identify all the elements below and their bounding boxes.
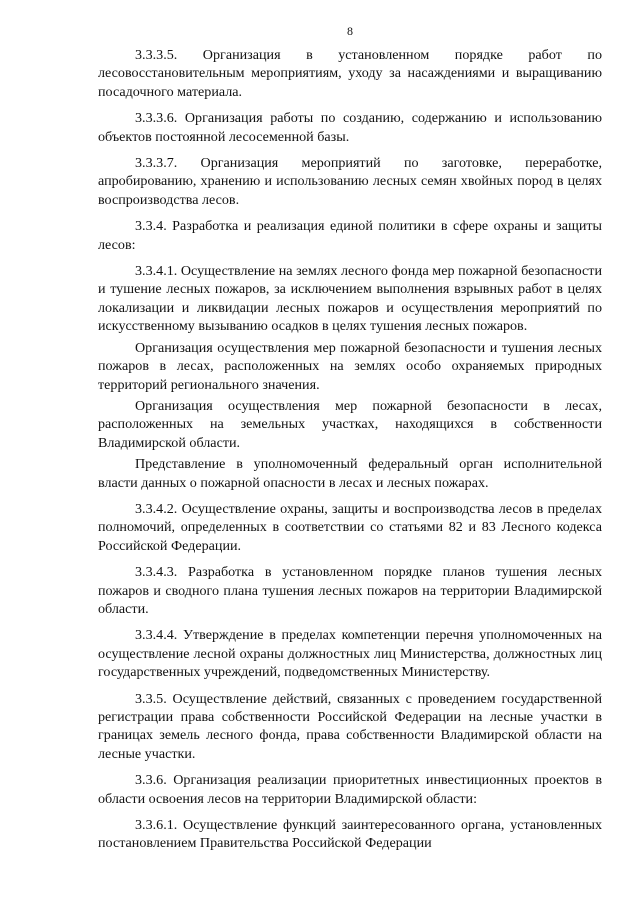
paragraph-3-3-3-6: 3.3.3.6. Организация работы по созданию, содержанию и использованию объектов постоянной лесосеменной базы. (98, 110, 602, 145)
page-number: 8 (347, 24, 353, 38)
paragraph-fire-danger-data: Представление в уполномоченный федеральный орган исполнительной власти данных о пожарной опасности в лесах и лесных пожарах. (98, 456, 602, 491)
paragraph-3-3-3-5: 3.3.3.5. Организация в установленном порядке работ по лесовосстановительным мероприятиям, уходу за насаждениями и выращиванию посадочного материала. (98, 47, 602, 100)
paragraph-fire-safety-protected-areas: Организация осуществления мер пожарной безопасности и тушения лесных пожаров в лесах, расположенных на землях особо охраняемых природных территорий регионального значения. (98, 339, 602, 393)
paragraph-3-3-4-4: 3.3.4.4. Утверждение в пределах компетенции перечня уполномоченных на осуществление лесной охраны должностных лиц Министерства, должностных лиц государственных учреждений, подведомственных Министерству. (98, 627, 602, 681)
paragraph-3-3-4-3: 3.3.4.3. Разработка в установленном порядке планов тушения лесных пожаров и сводного плана тушения лесных пожаров на территории Владимирской области. (98, 564, 602, 617)
paragraph-fire-safety-regional-property: Организация осуществления мер пожарной безопасности в лесах, расположенных на земельных участках, находящихся в собственности Владимирской области. (98, 397, 602, 451)
paragraph-3-3-4-2: 3.3.4.2. Осуществление охраны, защиты и воспроизводства лесов в пределах полномочий, определенных в соответствии со статьями 82 и 83 Лесного кодекса Российской Федерации. (98, 500, 602, 554)
paragraph-3-3-5: 3.3.5. Осуществление действий, связанных с проведением государственной регистрации права собственности Российской Федерации на лесные участки в границах земель лесного фонда, права собственности Владимирской области на лесные участки. (98, 690, 602, 762)
paragraph-3-3-6-1: 3.3.6.1. Осуществление функций заинтересованного органа, установленных постановлением Правительства Российской Федерации (98, 817, 602, 852)
paragraph-3-3-6: 3.3.6. Организация реализации приоритетных инвестиционных проектов в области освоения лесов на территории Владимирской области: (98, 772, 602, 807)
paragraph-3-3-4: 3.3.4. Разработка и реализация единой политики в сфере охраны и защиты лесов: (98, 218, 602, 253)
paragraph-3-3-3-7: 3.3.3.7. Организация мероприятий по заготовке, переработке, апробированию, хранению и использованию лесных семян хвойных пород в целях воспроизводства лесов. (98, 155, 602, 208)
paragraph-3-3-4-1: 3.3.4.1. Осуществление на землях лесного фонда мер пожарной безопасности и тушение лесных пожаров, за исключением выполнения взрывных работ в целях локализации и ликвидации лесных пожаров и осуществления мероприятий по искусственному вызыванию осадков в целях тушения лесных пожаров. (98, 263, 602, 335)
